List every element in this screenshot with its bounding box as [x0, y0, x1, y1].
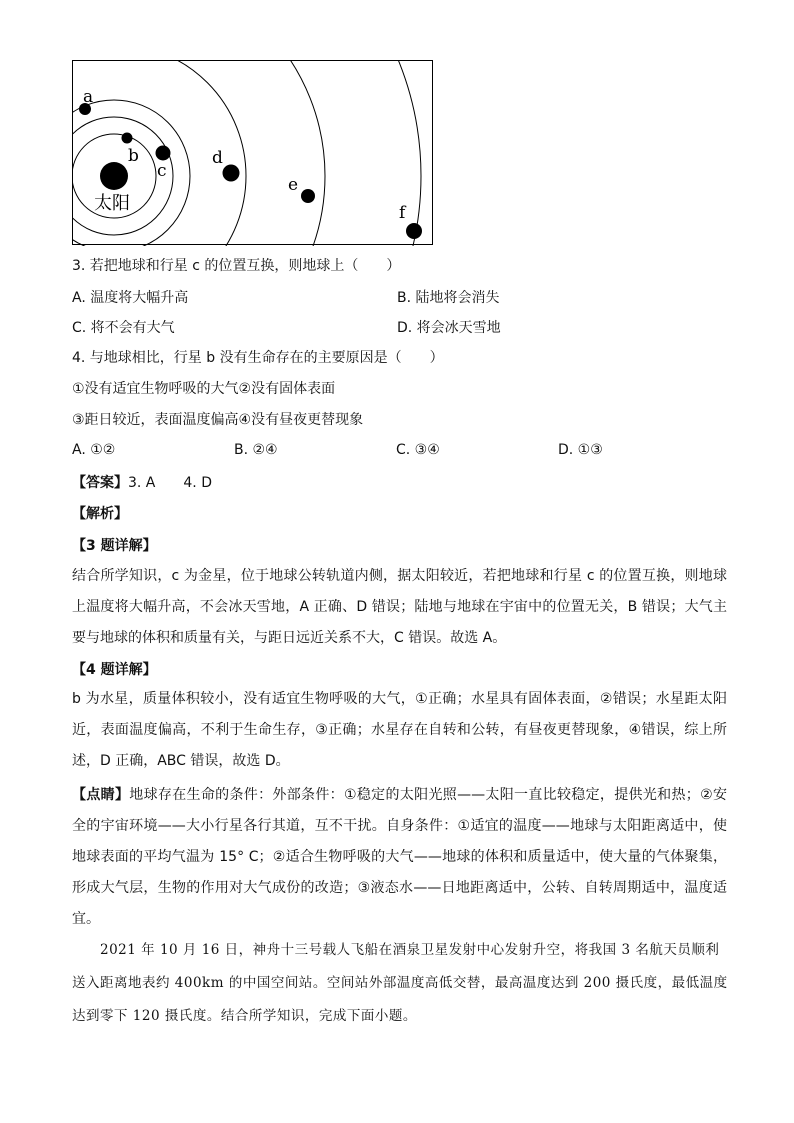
detail4-tag: 【4 题详解】 — [72, 662, 157, 678]
q4-option-c: C. ③④ — [396, 442, 440, 458]
q4-option-b: B. ②④ — [234, 442, 278, 458]
q3-option-b: B. 陆地将会消失 — [397, 290, 500, 306]
tip-text: 地球存在生命的条件：外部条件：①稳定的太阳光照——太阳一直比较稳定，提供光和热；②安全的宇宙环境——大小行星各行其道，互不干扰。自身条件：①适宜的温度——地球与太阳距离适中，使地球表面的平均气温为 15° C；②适合生物呼吸的大气——地球的体积和质量适中，使大量的气体聚集，形成大气层，生物的作用对大气成份的改造；③液态水——日地距离适中，公转、自转周期适中，温度适宜。 — [72, 787, 727, 927]
solar-system-diagram — [72, 60, 434, 246]
detail3-tag: 【3 题详解】 — [72, 538, 157, 554]
planet-b — [122, 133, 133, 144]
planet-c — [156, 146, 171, 161]
planet-e-label: e — [288, 175, 299, 195]
detail3-text: 结合所学知识，c 为金星，位于地球公转轨道内侧，据太阳较近，若把地球和行星 c 的位置互换，则地球上温度将大幅升高，不会冰天雪地，A 正确、D 错误；陆地与地球在宇宙中的位置无关，B 错误；大气主要与地球的体积和质量有关，与距日远近关系不大，C 错误。故选 A。 — [72, 568, 727, 646]
planet-b-label: b — [128, 146, 139, 166]
sun — [100, 162, 128, 190]
planet-f-label: f — [399, 203, 406, 223]
planet-a-label: a — [83, 87, 94, 107]
analysis-tag: 【解析】 — [72, 506, 128, 522]
answer-tag: 【答案】 — [72, 475, 128, 491]
q4-statement-2: ③距日较近，表面温度偏高④没有昼夜更替现象 — [72, 412, 364, 428]
q3-stem: 3. 若把地球和行星 c 的位置互换，则地球上（ ） — [72, 258, 401, 274]
q3-option-d: D. 将会冰天雪地 — [397, 320, 501, 336]
tip-tag: 【点睛】 — [72, 787, 130, 803]
planet-f — [406, 223, 422, 239]
tip-paragraph — [72, 780, 727, 935]
q3-option-c: C. 将不会有大气 — [72, 320, 175, 336]
diagram-frame — [73, 61, 433, 245]
detail4-text: b 为水星，质量体积较小，没有适宜生物呼吸的大气，①正确；水星具有固体表面，②错误；水星距太阳近，表面温度偏高，不利于生命生存，③正确；水星存在自转和公转，有昼夜更替现象，④错误，综上所述，D 正确，ABC 错误，故选 D。 — [72, 691, 727, 769]
q4-stem: 4. 与地球相比，行星 b 没有生命存在的主要原因是（ ） — [72, 350, 444, 366]
q4-option-d: D. ①③ — [558, 442, 603, 458]
sun-label: 太阳 — [94, 193, 130, 214]
q3-option-a: A. 温度将大幅升高 — [72, 290, 189, 306]
planet-c-label: c — [157, 161, 167, 181]
reading-passage: 2021 年 10 月 16 日，神舟十三号载人飞船在酒泉卫星发射中心发射升空，将我国 3 名航天员顺利送入距离地表约 400km 的中国空间站。空间站外部温度高低交替，最高温度达到 200 摄氏度，最低温度达到零下 120 摄氏度。结合所学知识，完成下面小题。 — [72, 942, 728, 1024]
q4-statement-1: ①没有适宜生物呼吸的大气②没有固体表面 — [72, 381, 336, 397]
answer-text: 3. A 4. D — [128, 475, 212, 491]
answer-line — [72, 473, 212, 493]
q4-option-a: A. ①② — [72, 442, 116, 458]
planet-d — [223, 165, 240, 182]
planet-e — [301, 189, 315, 203]
planet-d-label: d — [212, 148, 223, 168]
